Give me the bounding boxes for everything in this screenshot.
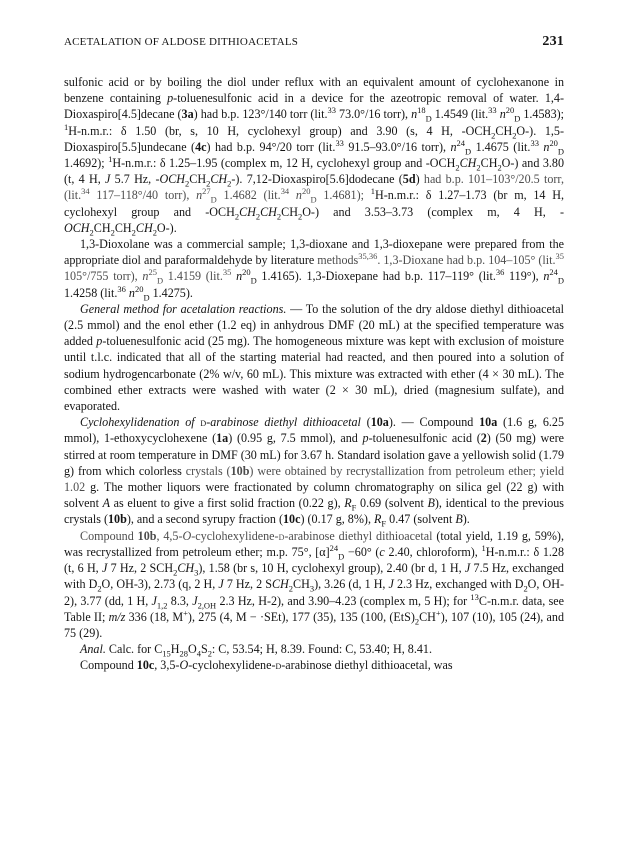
paragraph-analysis: Anal. Calc. for $C_{15}H_{28}O_4S_2$: C, 53.54; H, 8.39. Found: C, 53.40; H, 8.41. [80, 642, 432, 659]
running-head [64, 34, 564, 52]
running-head-title: ACETALATION OF ALDOSE DITHIOACETALS [64, 36, 299, 48]
paragraph-compound-10c: Compound 10c, 3,5-O-cyclohexylidene-d-arabinose diethyl dithioacetal, was [80, 658, 453, 673]
paragraph-dioxolane-preparation: 1,3-Dioxolane was a commercial sample; 1,3-dioxane and 1,3-dioxepane were prepared from the appropriate diol and paraformaldehyde by literature methods$^{35,36}$. 1,3-Dioxane had b.p. 104–105° (lit.$^{35}$ 105°/755 torr), $n^{25}_D$ 1.4159 (lit.$^{35}$ $n^{20}_D$ 1.4165). 1,3-Dioxepane had b.p. 117–119° (lit.$^{36}$ 119°), $n^{24}_D$ 1.4258 (lit.$^{36}$ $n^{20}_D$ 1.4275). [64, 237, 564, 303]
journal-page [64, 34, 564, 674]
body-text [64, 74, 564, 674]
paragraph-cyclohexylidenation: Cyclohexylidenation of d-arabinose diethyl dithioacetal (10a). — Compound 10a (1.6 g, 6.25 mmol), 1-ethoxycyclohexene (1a) (0.95 g, 7.5 mmol), and p-toluenesulfonic acid (2) (50 mg) were stirred at room temperature in DMF (30 mL) for 3.67 h. Standard isolation gave a yellowish solid (1.79 g) from which colorless crystals (10b) were obtained by recrystallization from petroleum ether; yield 1.02 g. The mother liquors were fractionated by column chromatography on silica gel (22 g) with solvent A as eluent to give a first solid fraction (0.22 g), $R_F$ 0.69 (solvent B), identical to the previous crystals (10b), and a second syrupy fraction (10c) (0.17 g, 8%), $R_F$ 0.47 (solvent B). [64, 415, 565, 529]
page-number: 231 [542, 34, 564, 49]
paragraph-dioxaspiro-properties: sulfonic acid or by boiling the diol under reflux with an equivalent amount of cyclohexanone in benzene containing p-toluenesulfonic acid in a device for the azeotropic removal of water. 1,4-Dioxaspiro[4.5]decane (3a) had b.p. 123°/140 torr (lit.$^{33}$ 73.0°/16 torr), $n^{18}_D$ 1.4549 (lit.$^{33}$ $n^{20}_D$ 1.4583); $^1$H-n.m.r.: δ 1.50 (br, s, 10 H, cyclohexyl group) and 3.90 (s, 4 H, $-OCH_2CH_2O-$). 1,5-Dioxaspiro[5.5]undecane (4c) had b.p. 94°/20 torr (lit.$^{33}$ 91.5–93.0°/16 torr), $n^{24}_D$ 1.4675 (lit.$^{33}$ $n^{20}_D$ 1.4692); $^1$H-n.m.r.: δ 1.25–1.95 (complex m, 12 H, cyclohexyl group and $-OCH_2CH_2CH_2O-$) and 3.80 (t, 4 H, J 5.7 Hz, $-OCH_2CH_2CH_2-$). 7,12-Dioxaspiro[5.6]dodecane (5d) had b.p. 101–103°/20.5 torr, (lit.$^{34}$ 117–118°/40 torr), $n^{27}_D$ 1.4682 (lit.$^{34}$ $n^{20}_D$ 1.4681); $^1$H-n.m.r.: δ 1.27–1.73 (br m, 14 H, cyclohexyl group and $-OCH_2CH_2CH_2CH_2O-$) and 3.53–3.73 (complex m, 4 H, $-OCH_2CH_2CH_2CH_2O-$). [64, 75, 565, 238]
paragraph-general-method: General method for acetalation reactions. — To the solution of the dry aldose diethyl dithioacetal (2.5 mmol) and the enol ether (1.2 eq) in anhydrous DMF (20 mL) at the specified temperature was added p-toluenesulfonic acid (25 mg). The homogeneous mixture was kept with exclusion of moisture until t.l.c. indicated that all of the starting material had reacted, and then poured into a solution of sodium hydrogencarbonate (2% w/v, 60 mL). This mixture was extracted with ether (4 × 30 mL). The combined ether extracts were washed with water (2 × 30 mL), dried (magnesium sulfate), and evaporated. [64, 301, 564, 414]
paragraph-compound-10b: Compound 10b, 4,5-O-cyclohexylidene-d-arabinose diethyl dithioacetal (total yield, 1.19 g, 59%), was recrystallized from petroleum ether; m.p. 75°, $[\alpha]^{24}_D -60^\circ$ (c 2.40, chloroform), $^1$H-n.m.r.: δ 1.28 (t, 6 H, J 7 Hz, 2 $SCH_2CH_3$), 1.58 (br s, 10 H, cyclohexyl group), 2.40 (br d, 1 H, J 7.5 Hz, exchanged with $D_2O$, OH-3), 2.73 (q, 2 H, J 7 Hz, 2 $SCH_2CH_3$), 3.26 (d, 1 H, J 2.3 Hz, exchanged with $D_2O$, OH-2), 3.77 (dd, 1 H, $J_{1,2}$ 8.3, $J_{2,OH}$ 2.3 Hz, H-2), and 3.90–4.23 (complex m, 5 H); for $^{13}$C-n.m.r. data, see Table II; m/z 336 (18, M+), 275 (4, M − ·SEt), 177 (35), 135 (100, $(EtS)_2CH^+$), 107 (10), 105 (24), and 75 (29). [64, 528, 565, 640]
